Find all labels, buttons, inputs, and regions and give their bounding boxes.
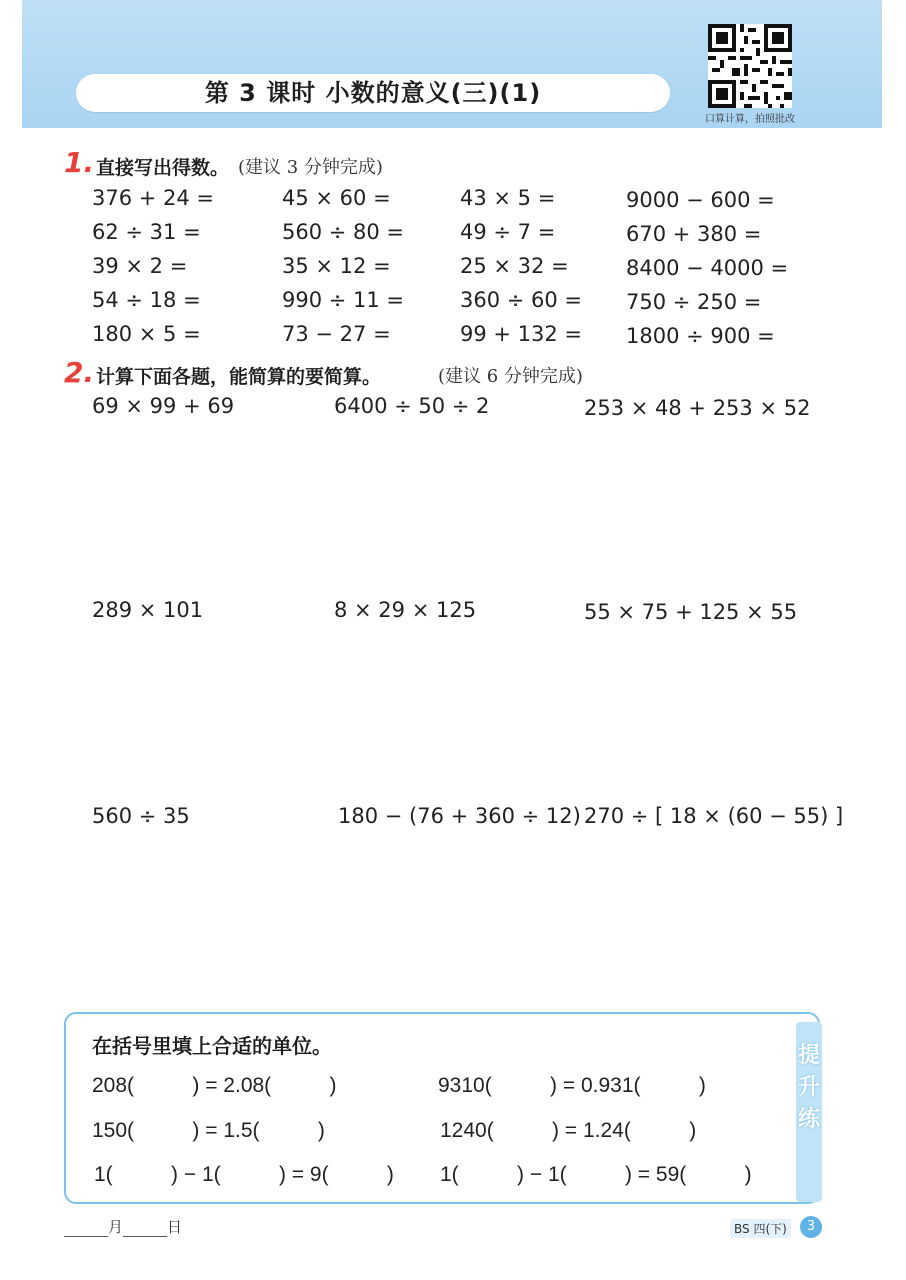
calc-problem: 6400 ÷ 50 ÷ 2 <box>334 394 490 418</box>
calc-problem: 69 × 99 + 69 <box>92 394 235 418</box>
day-label: 日 <box>167 1218 183 1236</box>
side-tab-label <box>796 1040 822 1136</box>
day-blank[interactable] <box>123 1220 167 1237</box>
oral-calc-item: 54 ÷ 18 = <box>92 288 201 312</box>
oral-calc-item: 9000 − 600 = <box>626 188 775 212</box>
oral-calc-item: 670 + 380 = <box>626 222 762 246</box>
oral-calc-item: 8400 − 4000 = <box>626 256 789 280</box>
unit-fill-item[interactable]: 9310( ) = 0.931( ) <box>438 1074 706 1097</box>
section-1-title: 直接写出得数。 <box>96 157 230 179</box>
oral-calc-item: 73 − 27 = <box>282 322 391 346</box>
side-tab-char: 提 <box>797 1043 820 1068</box>
month-blank[interactable] <box>64 1220 108 1237</box>
edition-tag: BS 四(下) <box>730 1219 791 1238</box>
oral-calc-item: 750 ÷ 250 = <box>626 290 762 314</box>
calc-problem: 270 ÷ [ 18 × (60 − 55) ] <box>584 804 844 828</box>
month-label: 月 <box>108 1218 124 1236</box>
oral-calc-item: 49 ÷ 7 = <box>460 220 556 244</box>
calc-problem: 560 ÷ 35 <box>92 804 190 828</box>
section-2-number: 2. <box>64 356 95 389</box>
oral-calc-item: 1800 ÷ 900 = <box>626 324 775 348</box>
calc-problem: 8 × 29 × 125 <box>334 598 477 622</box>
unit-fill-title: 在括号里填上合适的单位。 <box>92 1034 332 1058</box>
qr-caption: 口算计算，拍照批改 <box>705 114 795 125</box>
page-number: 3 <box>800 1216 822 1238</box>
oral-calc-item: 360 ÷ 60 = <box>460 288 583 312</box>
section-1-number: 1. <box>64 146 95 179</box>
oral-calc-item: 376 + 24 = <box>92 186 215 210</box>
calc-problem: 253 × 48 + 253 × 52 <box>584 396 811 420</box>
calc-problem: 180 − (76 + 360 ÷ 12) <box>338 804 581 828</box>
unit-fill-item[interactable]: 1240( ) = 1.24( ) <box>440 1119 697 1142</box>
oral-calc-item: 39 × 2 = <box>92 254 188 278</box>
oral-calc-item: 560 ÷ 80 = <box>282 220 405 244</box>
oral-calc-item: 99 + 132 = <box>460 322 583 346</box>
oral-calc-item: 43 × 5 = <box>460 186 556 210</box>
date-line <box>64 1216 182 1237</box>
side-tab-char: 升 <box>797 1075 820 1100</box>
oral-calc-item: 180 × 5 = <box>92 322 201 346</box>
section-2-title: 计算下面各题，能简算的要简算。 <box>96 366 382 388</box>
section-2-hint: (建议 6 分钟完成) <box>438 366 583 387</box>
unit-fill-item[interactable]: 150( ) = 1.5( ) <box>92 1119 325 1142</box>
oral-calc-item: 45 × 60 = <box>282 186 391 210</box>
calc-problem: 289 × 101 <box>92 598 204 622</box>
qr-code-icon[interactable] <box>708 24 792 108</box>
unit-fill-item[interactable]: 1( ) − 1( ) = 9( ) <box>94 1163 394 1186</box>
oral-calc-item: 990 ÷ 11 = <box>282 288 405 312</box>
calc-problem: 55 × 75 + 125 × 55 <box>584 600 798 624</box>
oral-calc-item: 35 × 12 = <box>282 254 391 278</box>
side-tab-char: 练 <box>797 1107 820 1132</box>
unit-fill-item[interactable]: 208( ) = 2.08( ) <box>92 1074 337 1097</box>
section-1-hint: (建议 3 分钟完成) <box>238 157 383 178</box>
oral-calc-item: 62 ÷ 31 = <box>92 220 201 244</box>
unit-fill-item[interactable]: 1( ) − 1( ) = 59( ) <box>440 1163 752 1186</box>
lesson-title: 第 3 课时 小数的意义(三)(1) <box>204 79 542 107</box>
oral-calc-item: 25 × 32 = <box>460 254 569 278</box>
